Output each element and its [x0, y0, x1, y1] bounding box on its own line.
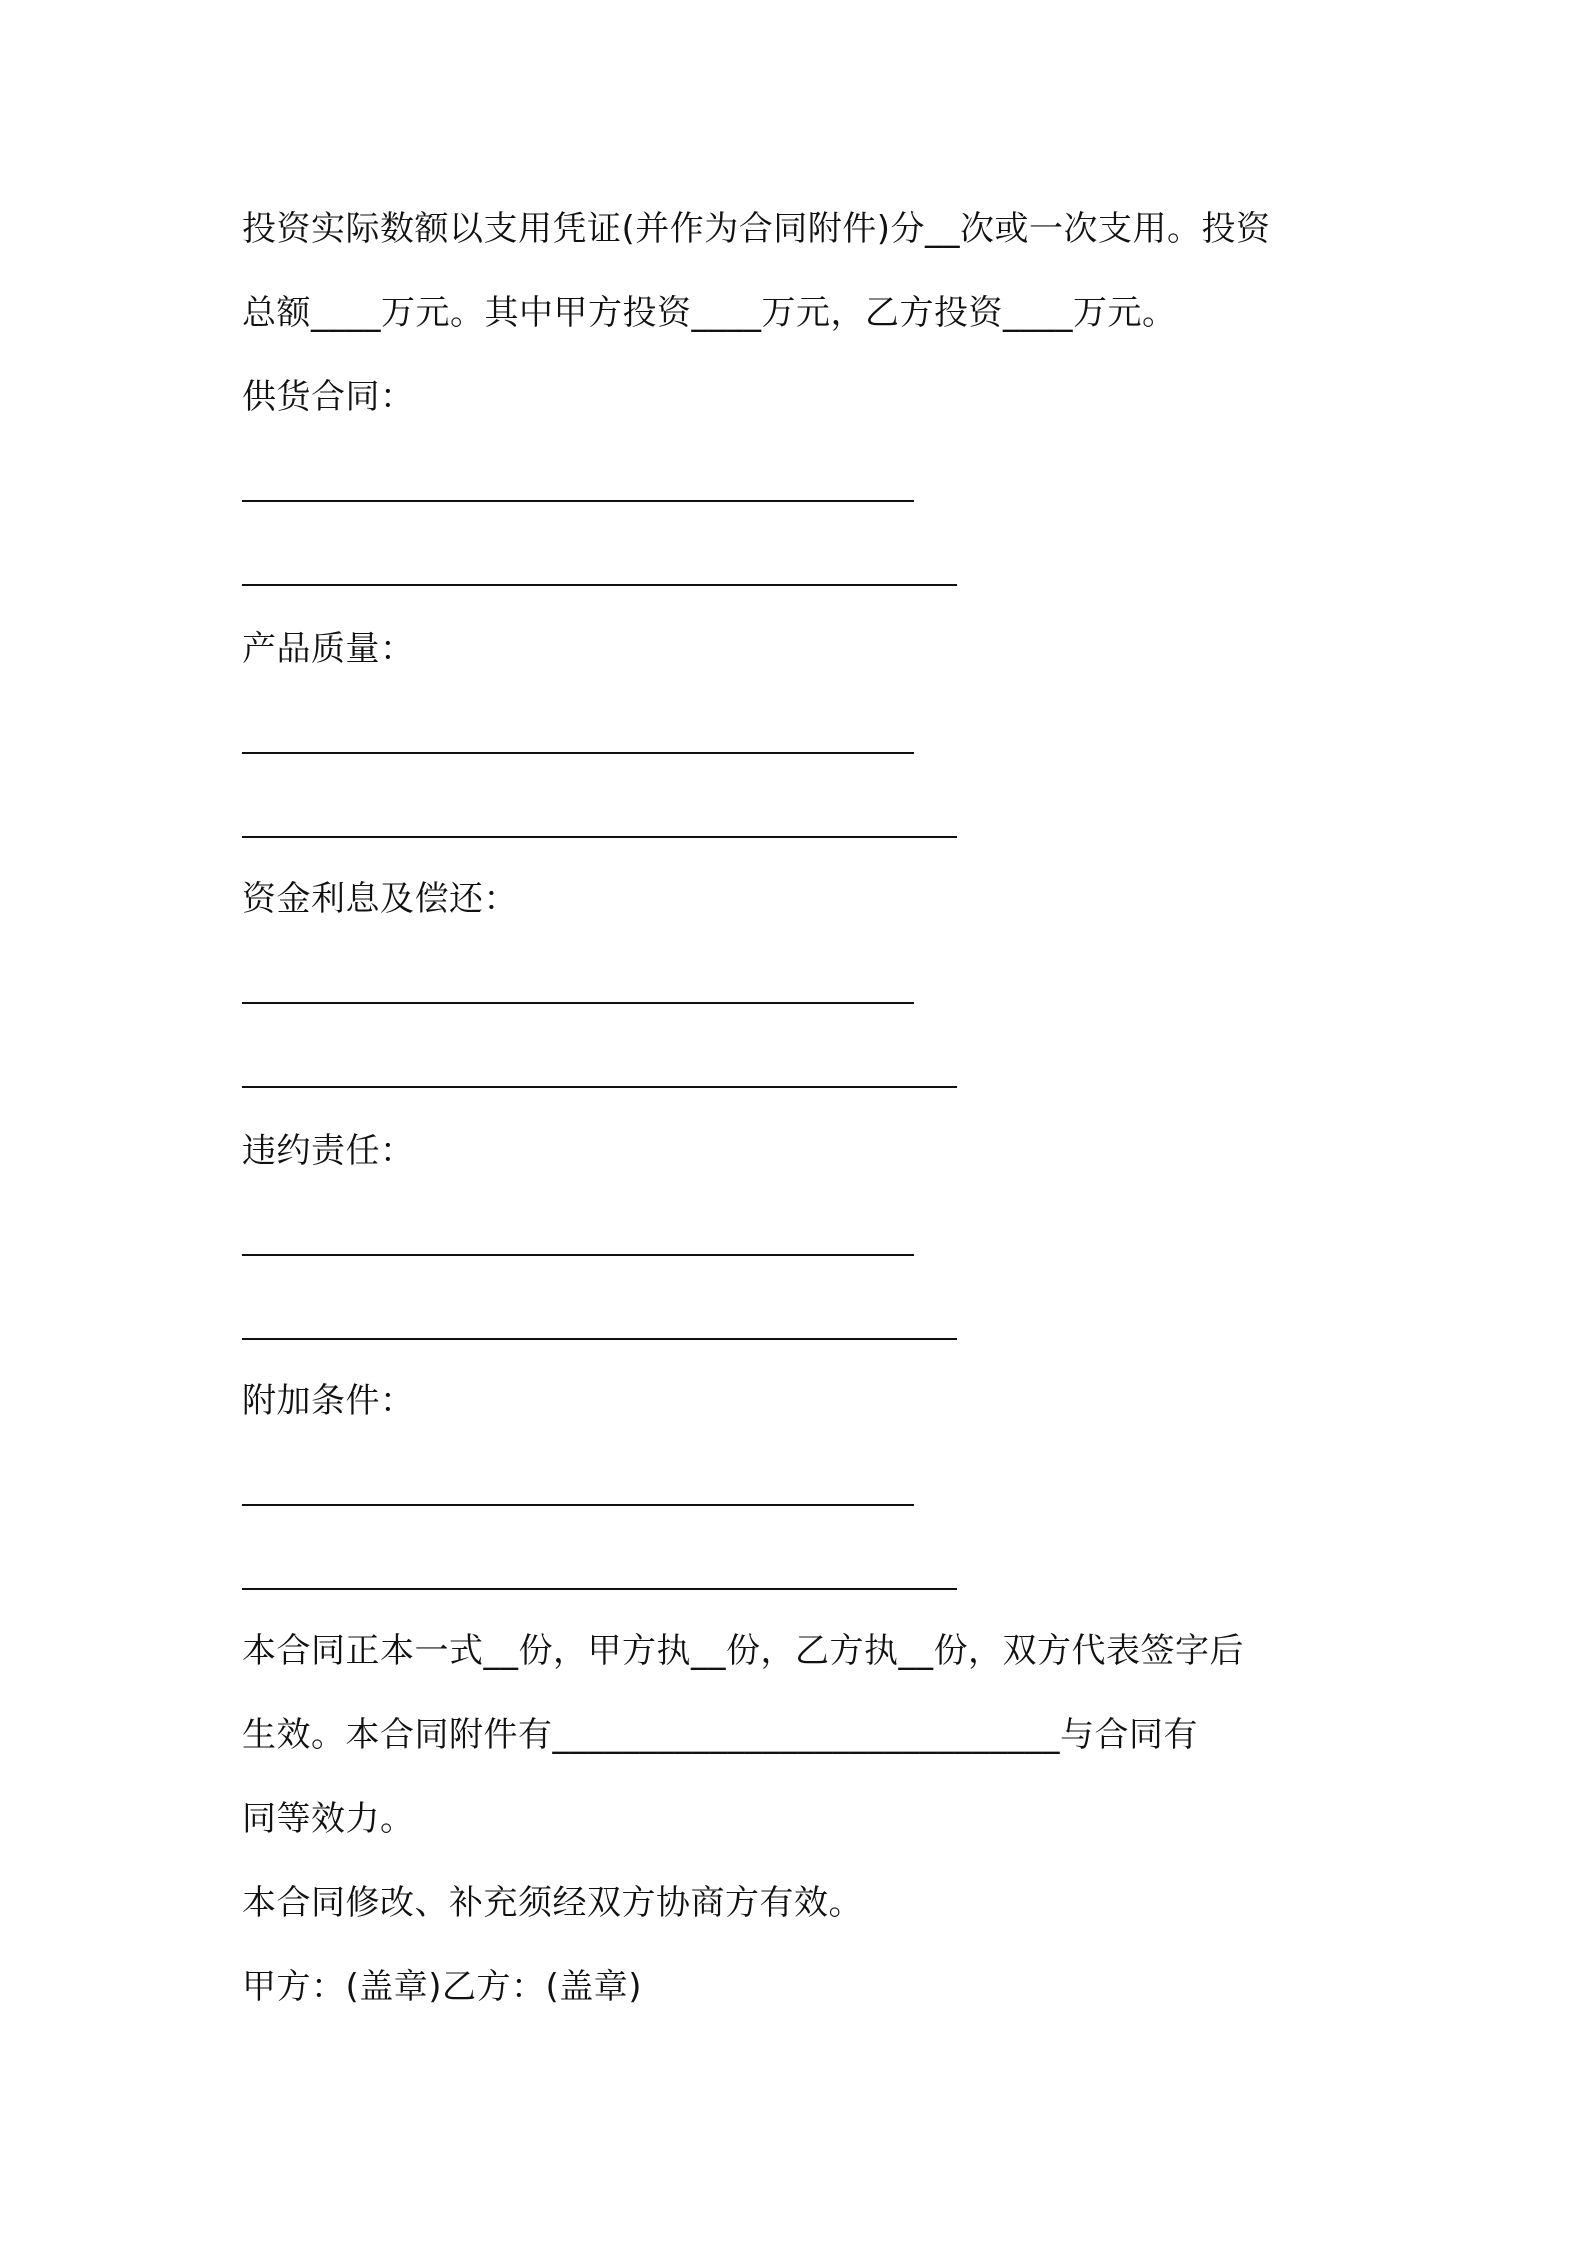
supply-contract-blank-line-1 — [242, 500, 914, 502]
additional-conditions-heading: 附加条件： — [242, 1381, 415, 1421]
investment-paragraph-line-2: 总额____万元。其中甲方投资____万元，乙方投资____万元。 — [242, 293, 1177, 333]
interest-repayment-blank-line-1 — [242, 1002, 914, 1004]
breach-liability-blank-line-2 — [242, 1338, 957, 1340]
additional-conditions-blank-line-2 — [242, 1588, 957, 1590]
product-quality-heading: 产品质量： — [242, 629, 415, 669]
copies-paragraph-line-1: 本合同正本一式__份，甲方执__份，乙方执__份，双方代表签字后 — [242, 1631, 1244, 1671]
investment-paragraph-line-1: 投资实际数额以支用凭证(并作为合同附件)分__次或一次支用。投资 — [242, 209, 1271, 249]
amendment-clause: 本合同修改、补充须经双方协商方有效。 — [242, 1883, 863, 1923]
additional-conditions-blank-line-1 — [242, 1504, 914, 1506]
product-quality-blank-line-1 — [242, 752, 914, 754]
signature-line: 甲方：(盖章)乙方：(盖章) — [242, 1967, 643, 2007]
copies-paragraph-line-3: 同等效力。 — [242, 1799, 415, 1839]
breach-liability-blank-line-1 — [242, 1254, 914, 1256]
product-quality-blank-line-2 — [242, 836, 957, 838]
breach-liability-heading: 违约责任： — [242, 1131, 415, 1171]
interest-repayment-blank-line-2 — [242, 1086, 957, 1088]
supply-contract-heading: 供货合同： — [242, 377, 415, 417]
interest-repayment-heading: 资金利息及偿还： — [242, 879, 518, 919]
copies-paragraph-line-2: 生效。本合同附件有_____________________________与合同有 — [242, 1715, 1198, 1755]
supply-contract-blank-line-2 — [242, 584, 957, 586]
